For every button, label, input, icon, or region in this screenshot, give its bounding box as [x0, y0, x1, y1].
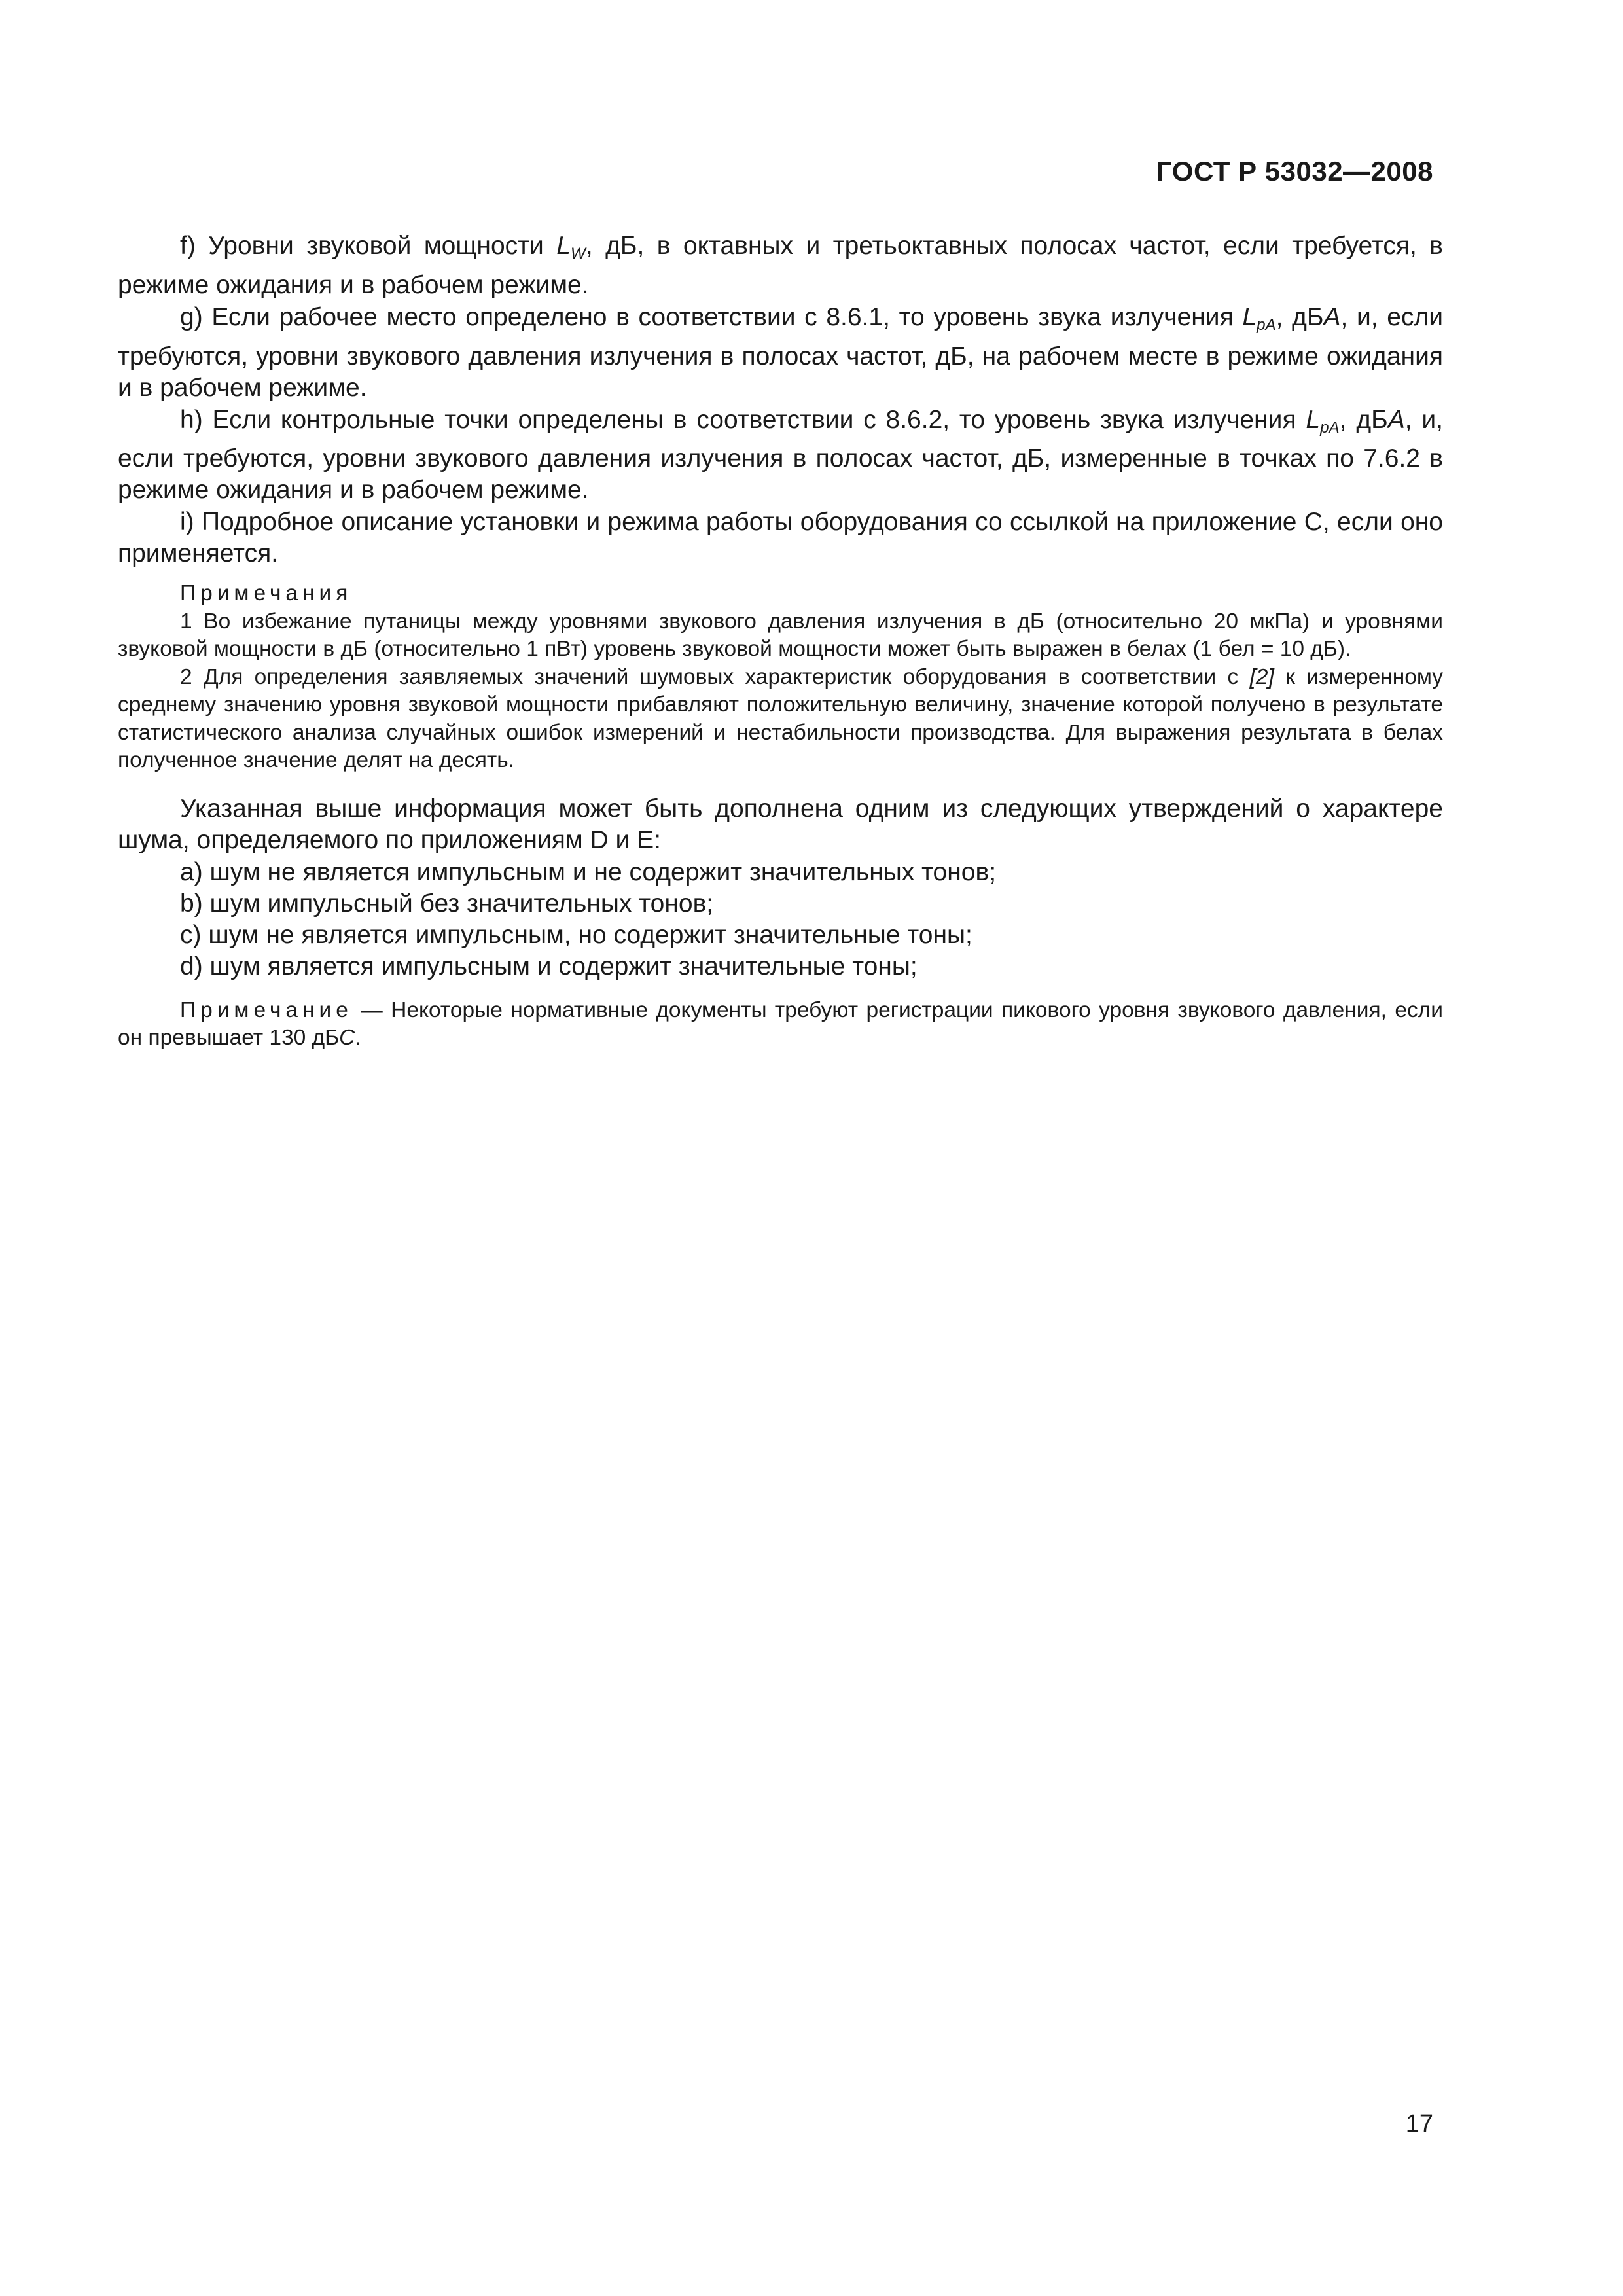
note-2-text-pre: 2 Для определения заявляемых значений шумовых характеристик оборудования в соответствии с [180, 664, 1250, 689]
list-item: a) шум не является импульсным и не содержит значительных тонов; [180, 857, 997, 886]
symbol-lpa: L [1242, 302, 1257, 331]
item-g-unit: , дБ [1275, 302, 1324, 331]
subscript-pa: pA [1257, 315, 1276, 334]
noise-intro: Указанная выше информация может быть дополнена одним из следующих утверждений о характере шума, определяемого по приложениям D и Е: [118, 794, 1443, 854]
document-body [118, 230, 1443, 1074]
list-item: c) шум не является импульсным, но содержит значительные тоны; [180, 920, 972, 949]
item-h-text-post: , и, если требуются, уровни звукового давления излучения в полосах частот, дБ, измеренные в точках по 7.6.2 в режиме ожидания и в рабочем режиме. [118, 405, 1443, 505]
subscript-w: W [570, 244, 586, 262]
item-g-text-pre: g) Если рабочее место определено в соответствии с 8.6.1, то уровень звука излучения [180, 302, 1243, 331]
final-note [118, 997, 1443, 1052]
note-2-text-post: к измеренному среднему значению уровня звуковой мощности прибавляют положительную величину, значение которой получено в результате статистического анализа случайных ошибок измерений и нестабильности производства. Для выражения результата в белах полученное значение делят на десять. [118, 664, 1443, 773]
unit-c: С [339, 1026, 355, 1050]
symbol-lpa: L [1306, 405, 1321, 434]
note-1: 1 Во избежание путаницы между уровнями звукового давления излучения в дБ (относительно 20 мкПа) и уровнями звуковой мощности в дБ (относительно 1 пВт) уровень звуковой мощности может быть выражен в белах (1 бел = 10 дБ). [118, 609, 1443, 662]
final-note-end: . [355, 1026, 361, 1050]
item-g [118, 302, 1443, 404]
item-f-text-post: , дБ, в октавных и третьоктавных полосах частот, если требуется, в режиме ожидания и в рабочем режиме. [118, 232, 1444, 299]
item-g-text-post: , и, если требуются, уровни звукового давления излучения в полосах частот, дБ, на рабочем месте в режиме ожидания и в рабочем режиме. [118, 302, 1443, 402]
item-h-text-pre: h) Если контрольные точки определены в соответствии с 8.6.2, то уровень звука излучения [180, 405, 1306, 434]
page-number: 17 [1405, 2110, 1433, 2138]
reference-link: [2] [1249, 664, 1274, 689]
noise-character-block [118, 793, 1443, 982]
notes-block [118, 580, 1443, 775]
symbol-lw: L [556, 232, 571, 260]
notes-title: Примечания [180, 581, 353, 606]
unit-a: А [1387, 405, 1405, 434]
subscript-pa: pA [1320, 418, 1340, 437]
item-f [118, 230, 1443, 301]
item-i: i) Подробное описание установки и режима работы оборудования со ссылкой на приложение С, если оно применяется. [118, 508, 1443, 568]
item-h-unit: , дБ [1339, 405, 1388, 434]
document-code: ГОСТ Р 53032—2008 [1156, 156, 1433, 187]
final-note-label: Примечание [180, 997, 353, 1022]
list-item: b) шум импульсный без значительных тонов; [180, 889, 714, 918]
item-f-text-pre: f) Уровни звуковой мощности [180, 232, 557, 260]
unit-a: А [1323, 302, 1341, 331]
list-item: d) шум является импульсным и содержит значительные тоны; [180, 952, 918, 980]
item-h [118, 404, 1443, 507]
final-note-text: — Некоторые нормативные документы требуют регистрации пикового уровня звукового давления, если он превышает 130 дБ [118, 997, 1443, 1050]
note-2 [118, 664, 1443, 775]
